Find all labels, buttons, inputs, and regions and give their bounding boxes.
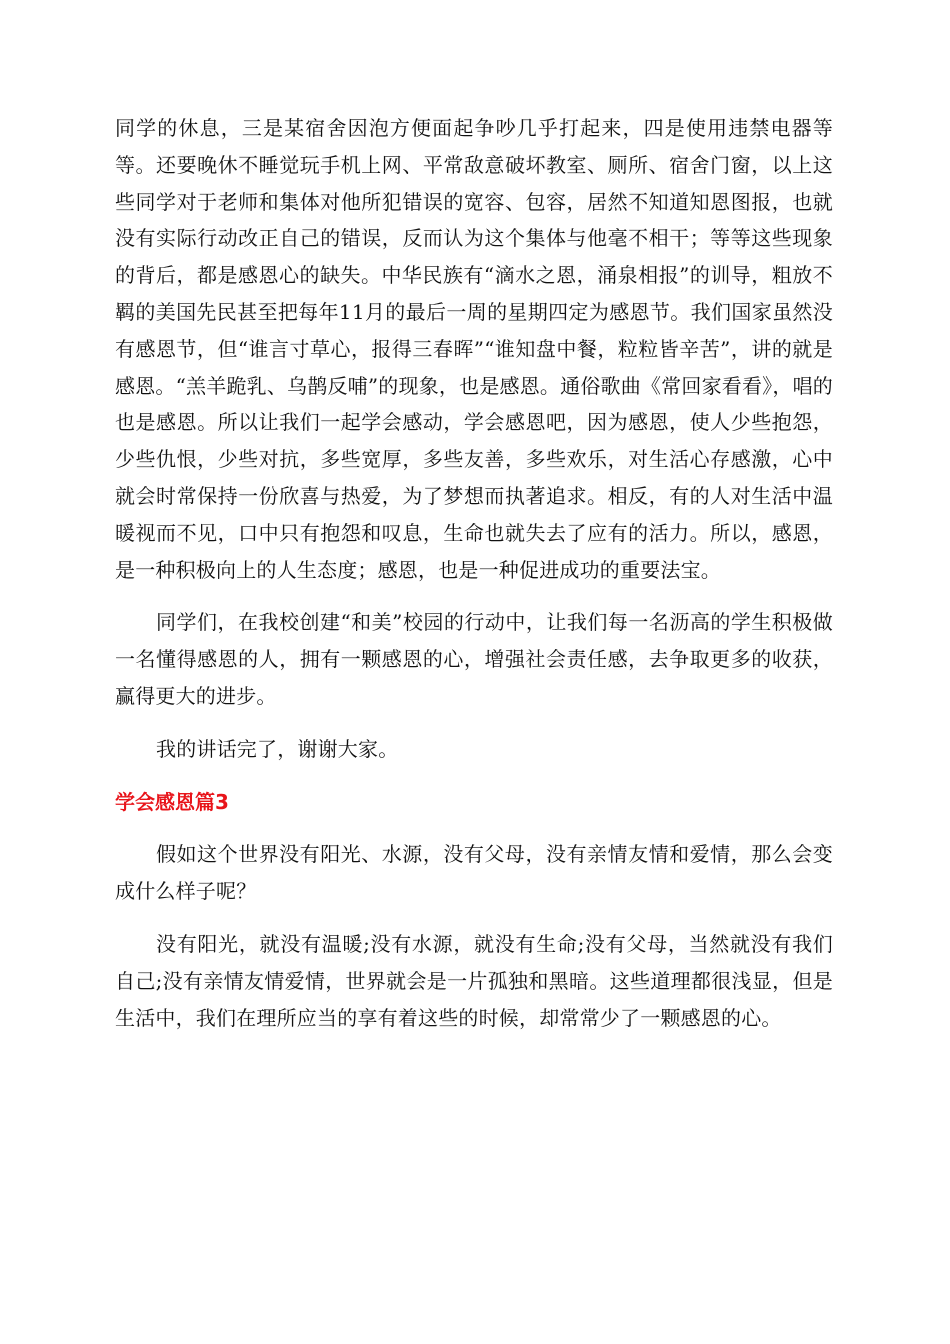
paragraph-continuation: 同学的休息，三是某宿舍因泡方便面起争吵几乎打起来，四是使用违禁电器等等。还要晚休不睡觉玩手机上网、平常敌意破坏教室、厕所、宿舍门窗，以上这些同学对于老师和集体对他所犯错误的宽容、包容，居然不知道知恩图报，也就没有实际行动改正自己的错误，反而认为这个集体与他毫不相干；等等这些现象的背后，都是感恩心的缺失。中华民族有“滴水之恩，涌泉相报”的训导，粗放不羁的美国先民甚至把每年11月的最后一周的星期四定为感恩节。我们国家虽然没有感恩节，但“谁言寸草心，报得三春晖”“谁知盘中餐，粒粒皆辛苦”，讲的就是感恩。“羔羊跪乳、乌鹊反哺”的现象，也是感恩。通俗歌曲《常回家看看》，唱的也是感恩。所以让我们一起学会感动，学会感恩吧，因为感恩，使人少些抱怨，少些仇恨，少些对抗，多些宽厚，多些友善，多些欢乐，对生活心存感激，心中就会时常保持一份欣喜与热爱，为了梦想而执著追求。相反，有的人对生活中温暖视而不见，口中只有抱怨和叹息，生命也就失去了应有的活力。所以，感恩，是一种积极向上的人生态度；感恩，也是一种促进成功的重要法宝。 [115,116,833,582]
document-page [115,110,833,1036]
paragraph-call-to-action: 同学们，在我校创建“和美”校园的行动中，让我们每一名沥高的学生积极做一名懂得感恩的人，拥有一颗感恩的心，增强社会责任感，去争取更多的收获，赢得更大的进步。 [115,610,833,708]
paragraph-question: 假如这个世界没有阳光、水源，没有父母，没有亲情友情和爱情，那么会变成什么样子呢？ [115,842,833,904]
section-heading: 学会感恩篇3 [115,789,229,814]
paragraph-explanation: 没有阳光，就没有温暖;没有水源，就没有生命;没有父母，当然就没有我们自己;没有亲情友情爱情，世界就会是一片孤独和黑暗。这些道理都很浅显，但是生活中，我们在理所应当的享有着这些的时候，却常常少了一颗感恩的心。 [115,931,833,1030]
paragraph-closing: 我的讲话完了，谢谢大家。 [156,736,399,761]
